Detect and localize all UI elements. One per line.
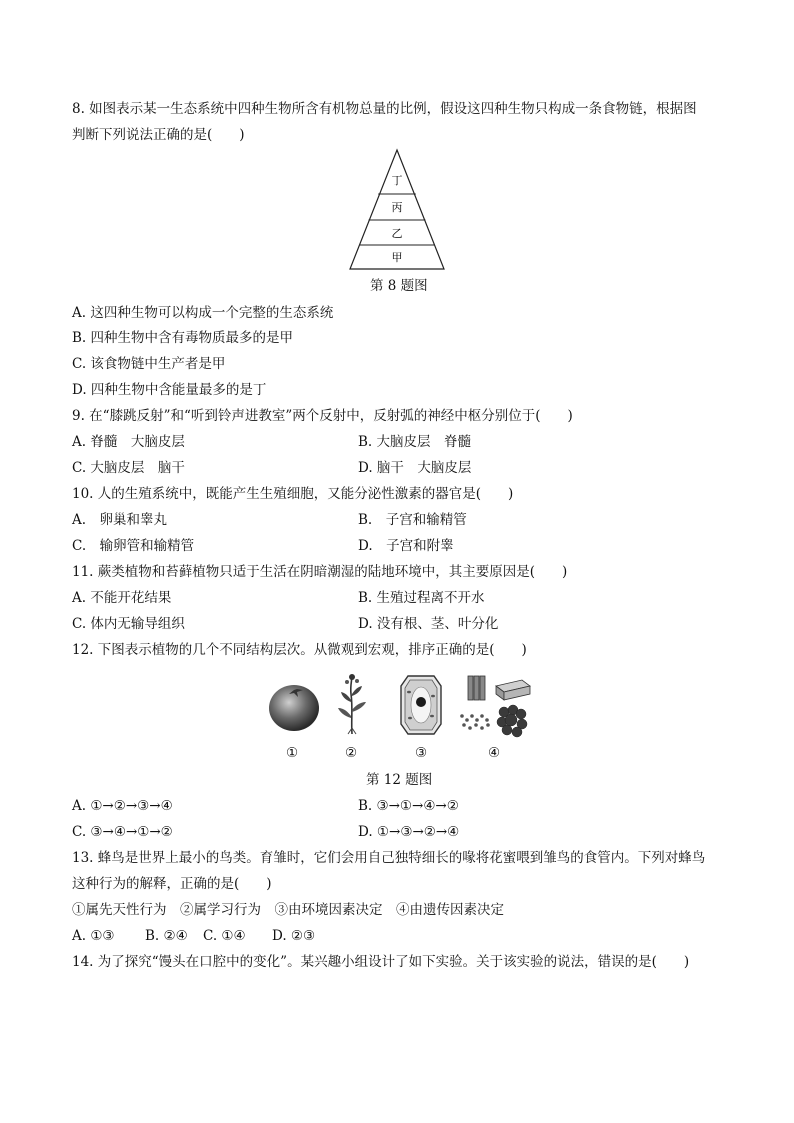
q12-option-b: B. ③→①→④→② [358, 798, 459, 814]
q12-option-c: C. ③→④→①→② [72, 824, 173, 840]
q12-option-a: A. ①→②→③→④ [72, 798, 173, 814]
q11-option-c: C. 体内无输导组织 [72, 616, 185, 632]
q8-stem-line2: 判断下列说法正确的是( ) [72, 127, 245, 143]
q11-option-d: D. 没有根、茎、叶分化 [358, 616, 499, 632]
q8-option-c: C. 该食物链中生产者是甲 [72, 356, 226, 372]
pyramid-level-yi: 乙 [391, 227, 403, 240]
q13-stem-line2: 这种行为的解释，正确的是( ) [72, 876, 272, 892]
q8-stem-line1: 8. 如图表示某一生态系统中四种生物所含有机物总量的比例，假设这四种生物只构成一条食物链，根据图 [72, 101, 697, 117]
q10-option-d: D. 子宫和附睾 [358, 538, 454, 554]
q11-option-b: B. 生殖过程离不开水 [358, 590, 485, 606]
plant-tissues-figure [456, 672, 532, 738]
food-pyramid-figure [348, 148, 446, 272]
q13-option-b: B. ②④ [145, 928, 188, 944]
figure-label-2: ② [345, 745, 358, 761]
figure-label-4: ④ [488, 745, 501, 761]
q11-stem: 11. 蕨类植物和苔藓植物只适于生活在阴暗潮湿的陆地环境中，其主要原因是( ) [72, 564, 568, 580]
q13-option-d: D. ②③ [272, 928, 316, 944]
q10-option-b: B. 子宫和输精管 [358, 512, 467, 528]
q13-statements: ①属先天性行为 ②属学习行为 ③由环境因素决定 ④由遗传因素决定 [72, 902, 504, 918]
q8-figure-caption: 第 8 题图 [370, 278, 428, 294]
q9-option-c: C. 大脑皮层 脑干 [72, 460, 185, 476]
q10-stem: 10. 人的生殖系统中，既能产生生殖细胞，又能分泌性激素的器官是( ) [72, 486, 514, 502]
q10-option-a: A. 卵巢和睾丸 [72, 512, 168, 528]
q13-option-a: A. ①③ [72, 928, 115, 944]
pyramid-level-bing: 丙 [391, 201, 403, 214]
q8-option-d: D. 四种生物中含能量最多的是丁 [72, 382, 267, 398]
q11-option-a: A. 不能开花结果 [72, 590, 172, 606]
q9-option-a: A. 脊髓 大脑皮层 [72, 434, 185, 450]
pyramid-level-jia: 甲 [391, 251, 403, 264]
q9-option-b: B. 大脑皮层 脊髓 [358, 434, 472, 450]
q10-option-c: C. 输卵管和输精管 [72, 538, 195, 554]
figure-label-3: ③ [415, 745, 428, 761]
q8-option-a: A. 这四种生物可以构成一个完整的生态系统 [72, 305, 334, 321]
q13-stem-line1: 13. 蜂鸟是世界上最小的鸟类。育雏时，它们会用自己独特细长的喙将花蜜喂到雏鸟的食管内。下列对蜂鸟 [72, 850, 706, 866]
figure-label-1: ① [286, 745, 299, 761]
q13-option-c: C. ①④ [203, 928, 246, 944]
q12-option-d: D. ①→③→②→④ [358, 824, 460, 840]
q14-stem: 14. 为了探究“馒头在口腔中的变化”。某兴趣小组设计了如下实验。关于该实验的说法，错误的是( ) [72, 954, 690, 970]
q8-option-b: B. 四种生物中含有毒物质最多的是甲 [72, 330, 294, 346]
q12-stem: 12. 下图表示植物的几个不同结构层次。从微观到宏观，排序正确的是( ) [72, 642, 527, 658]
pyramid-level-ding: 丁 [391, 174, 403, 187]
q9-option-d: D. 脑干 大脑皮层 [358, 460, 472, 476]
q9-stem: 9. 在“膝跳反射”和“听到铃声进教室”两个反射中，反射弧的神经中枢分别位于( ) [72, 408, 573, 424]
tomato-fruit-figure [266, 678, 322, 734]
plant-figure [334, 672, 370, 736]
q12-figure-caption: 第 12 题图 [366, 772, 433, 788]
plant-cell-figure [398, 672, 444, 738]
